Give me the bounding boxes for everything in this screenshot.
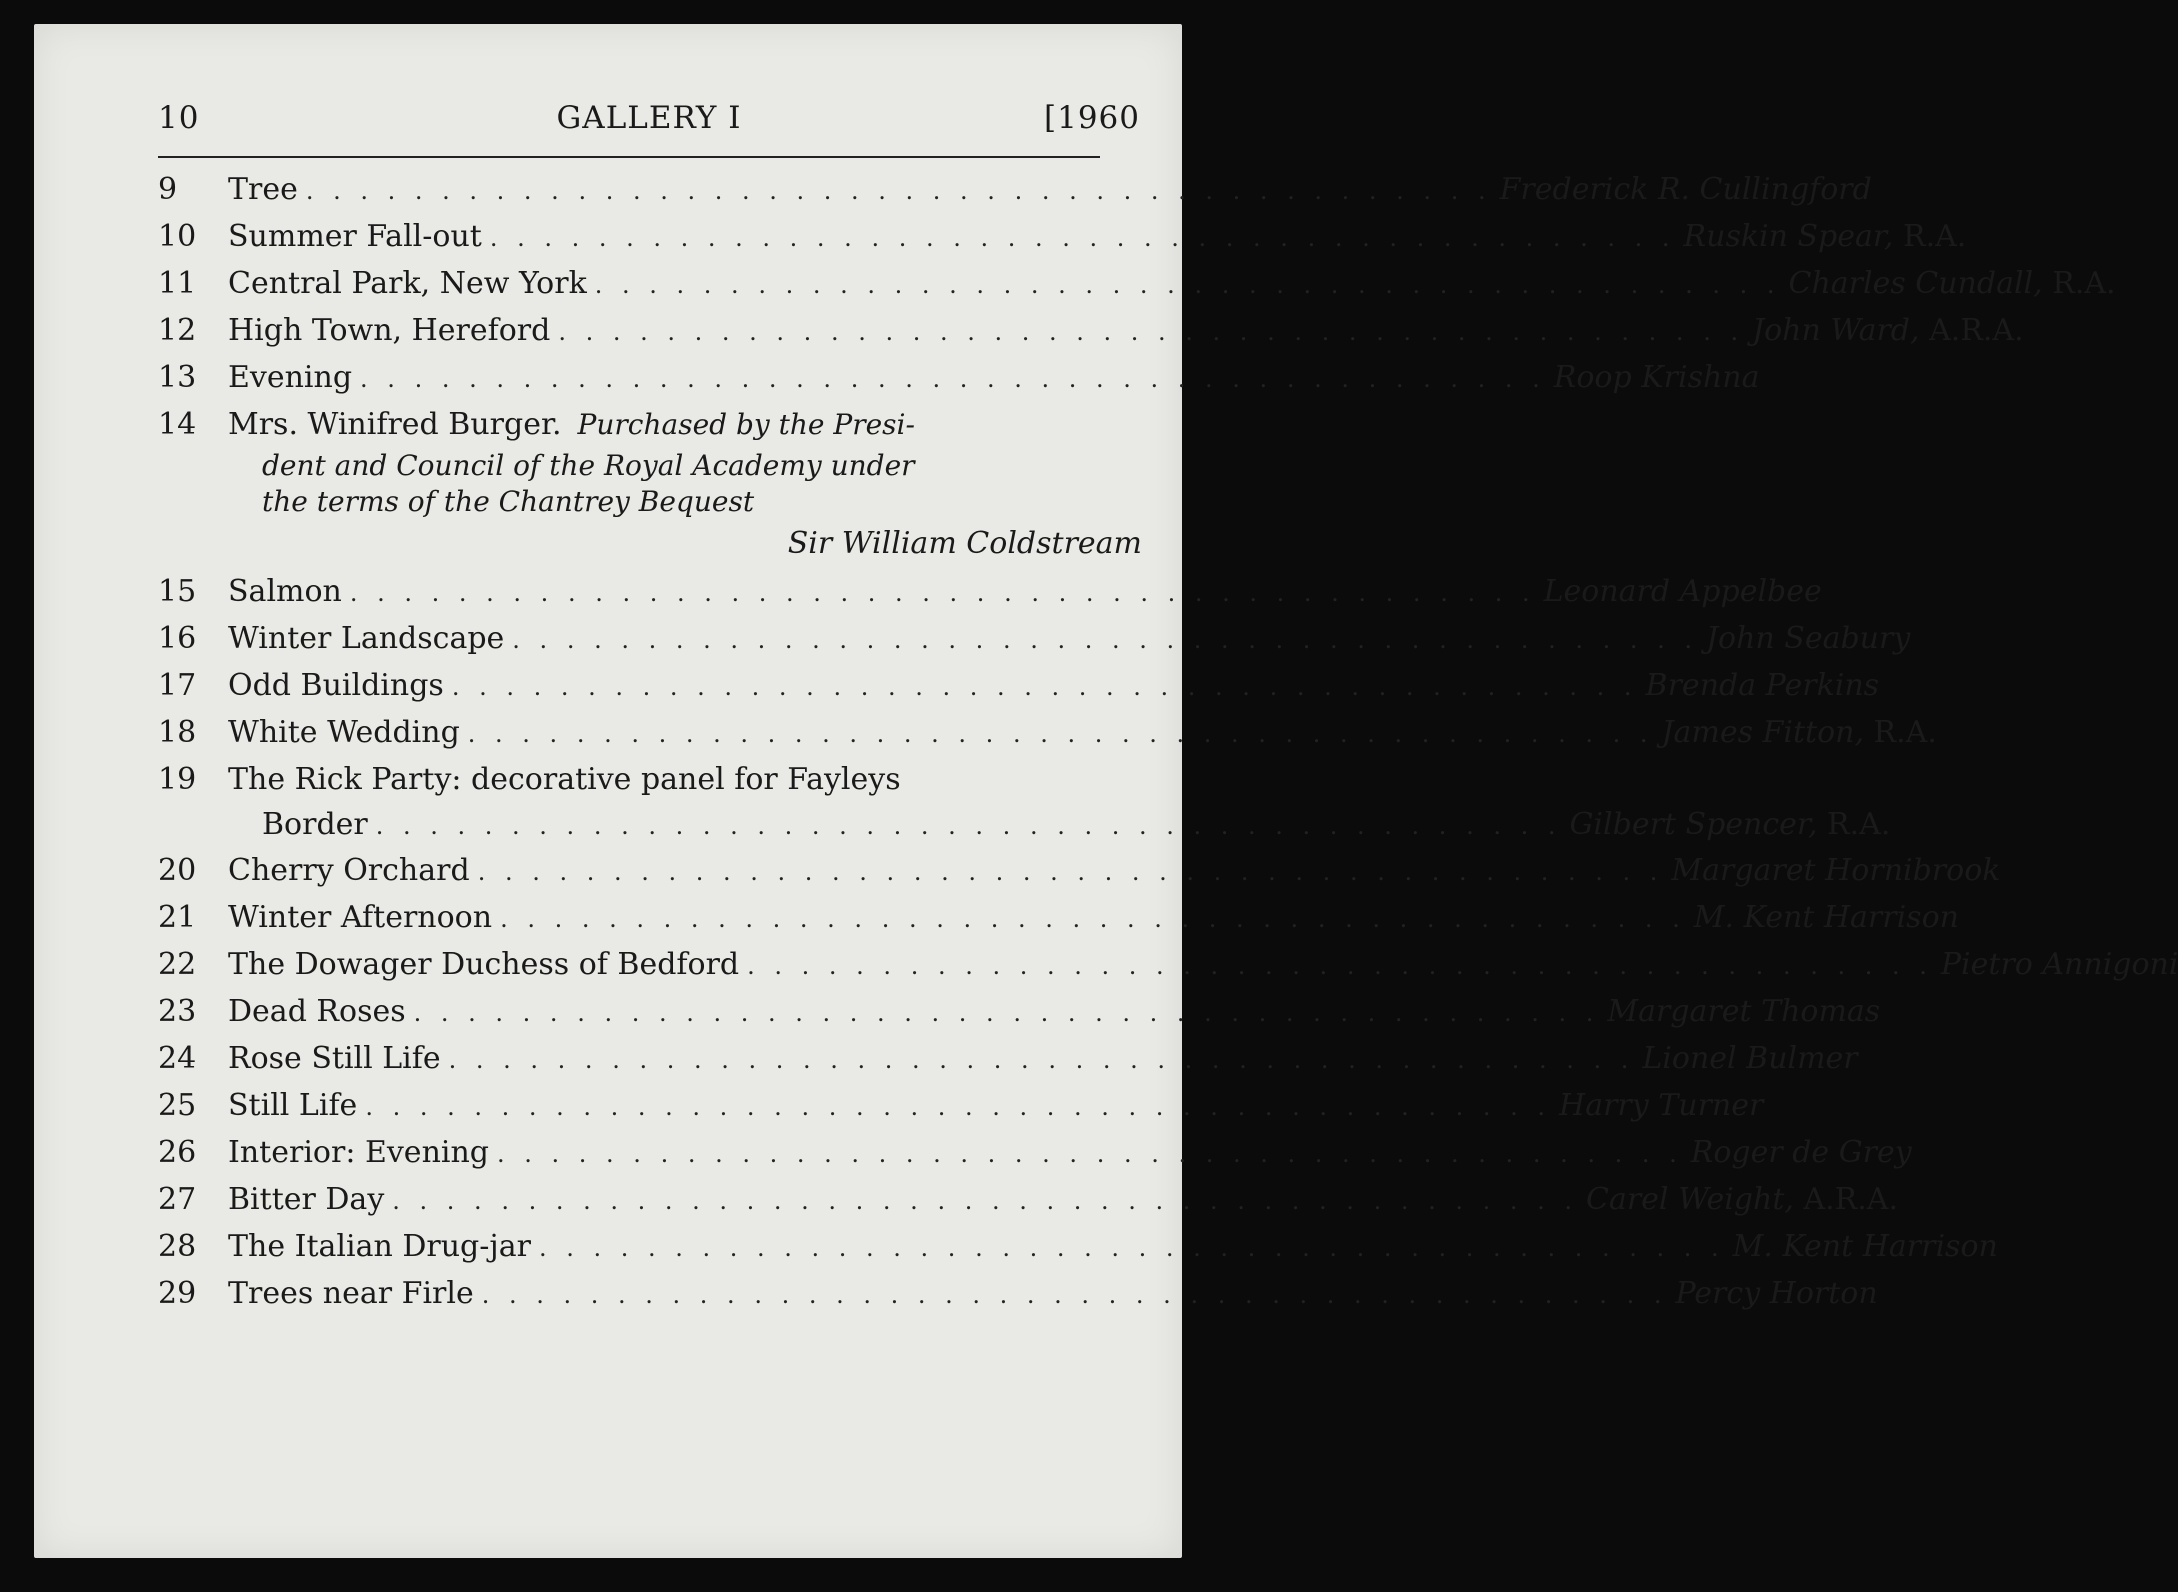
list-item <box>158 213 1967 260</box>
page-header <box>158 100 1140 152</box>
artist <box>1559 1082 1763 1129</box>
entry-line <box>158 1223 1998 1270</box>
list-item <box>158 307 2024 354</box>
artist <box>1607 988 1880 1035</box>
list-item <box>158 401 1142 568</box>
artwork-title: Salmon <box>228 574 342 609</box>
artist-name: Frederick R. Cullingford <box>1499 172 1872 207</box>
artist-name: Carel Weight, <box>1586 1182 1794 1217</box>
artist-name: Margaret Hornibrook <box>1671 853 2001 888</box>
artist-qualification: R.A. <box>1873 715 1937 750</box>
catalogue-number: 21 <box>158 900 197 935</box>
gallery-title: GALLERY I <box>556 100 742 136</box>
list-item <box>158 894 1959 941</box>
artwork-title: White Wedding <box>228 715 460 750</box>
artist-name: Lionel Bulmer <box>1642 1041 1858 1076</box>
leader-dots: . . . . . . . . . . . . . . . . . . . . . . . . . . . . . . . . . . . . . . . . . . . . <box>392 1187 1578 1215</box>
list-item <box>158 847 2001 894</box>
artist <box>1586 1176 1898 1223</box>
catalogue-number: 26 <box>158 1135 197 1170</box>
leader-dots: . . . . . . . . . . . . . . . . . . . . . . . . . . . . . . . . . . . . . . . . . . . . <box>451 673 1638 701</box>
artist <box>1752 307 2024 354</box>
list-item <box>158 260 2116 307</box>
catalogue-number: 22 <box>158 947 197 982</box>
leader-dots: . . . . . . . . . . . . . . . . . . . . . . . . . . . . . . . . . . . . . . . . . . . . <box>467 720 1654 748</box>
list-item <box>158 1176 1898 1223</box>
list-item <box>158 988 1881 1035</box>
entry-line <box>158 1035 1858 1082</box>
list-item <box>158 166 1872 213</box>
entry-line <box>158 307 2024 354</box>
artist <box>1733 1223 1998 1270</box>
catalogue-number: 12 <box>158 313 197 348</box>
leader-dots: . . . . . . . . . . . . . . . . . . . . . . . . . . . . . . . . . . . . . . . . . . . . <box>349 579 1536 607</box>
artist-qualification: R.A. <box>1903 219 1967 254</box>
purchase-note: the terms of the Chantrey Bequest <box>262 485 755 518</box>
artwork-title: Winter Afternoon <box>228 900 493 935</box>
leader-dots: . . . . . . . . . . . . . . . . . . . . . . . . . . . . . . . . . . . . . . . . . . . . <box>375 812 1562 840</box>
entry-line <box>158 662 1880 709</box>
catalogue-number: 13 <box>158 360 197 395</box>
leader-dots: . . . . . . . . . . . . . . . . . . . . . . . . . . . . . . . . . . . . . . . . . . . . <box>500 905 1686 933</box>
artist-qualification: A.R.A. <box>1803 1182 1898 1217</box>
leader-dots: . . . . . . . . . . . . . . . . . . . . . . . . . . . . . . . . . . . . . . . . . . . . <box>558 318 1745 346</box>
artist <box>1694 894 1959 941</box>
leader-dots: . . . . . . . . . . . . . . . . . . . . . . . . . . . . . . . . . . . . . . . . . . . . <box>360 365 1546 393</box>
artist <box>1642 1035 1857 1082</box>
list-item <box>158 1035 1858 1082</box>
entry-line <box>158 1176 1898 1223</box>
entry-line <box>158 1082 1764 1129</box>
artist-qualification: A.R.A. <box>1929 313 2024 348</box>
entry-line <box>158 756 1142 803</box>
catalogue-number: 19 <box>158 762 197 797</box>
entry-line <box>158 1129 1912 1176</box>
artist-name: Roop Krishna <box>1553 360 1760 395</box>
artist-name: Brenda Perkins <box>1645 668 1880 703</box>
list-item <box>158 941 2178 988</box>
artwork-title-continued: Border <box>262 807 368 842</box>
list-item <box>158 756 1891 847</box>
artist <box>1941 941 2178 988</box>
artist-name: Harry Turner <box>1559 1088 1764 1123</box>
header-rule <box>158 156 1100 158</box>
entry-line <box>158 615 1911 662</box>
artwork-title: The Dowager Duchess of Bedford <box>228 947 740 982</box>
catalogue-number: 29 <box>158 1276 197 1311</box>
catalogue-number: 14 <box>158 407 197 442</box>
artwork-title: Summer Fall-out <box>228 219 482 254</box>
artist <box>1554 354 1760 401</box>
leader-dots: . . . . . . . . . . . . . . . . . . . . . . . . . . . . . . . . . . . . . . . . . . . . <box>594 271 1781 299</box>
artist-name: Gilbert Spencer, <box>1569 807 1818 842</box>
leader-dots: . . . . . . . . . . . . . . . . . . . . . . . . . . . . . . . . . . . . . . . . . . . . <box>497 1140 1683 1168</box>
leader-dots: . . . . . . . . . . . . . . . . . . . . . . . . . . . . . . . . . . . . . . . . . . . . <box>365 1093 1552 1121</box>
purchase-note: Purchased by the Presi- <box>577 408 915 441</box>
artist-qualification: R.A. <box>2052 266 2116 301</box>
entry-line <box>158 941 2178 988</box>
artist <box>1684 213 1967 260</box>
artwork-title: Tree <box>228 172 298 207</box>
catalogue-number: 15 <box>158 574 197 609</box>
artist-name: John Seabury <box>1706 621 1911 656</box>
leader-dots: . . . . . . . . . . . . . . . . . . . . . . . . . . . . . . . . . . . . . . . . . . . . <box>538 1234 1725 1262</box>
artist <box>1569 803 1890 847</box>
list-item <box>158 662 1880 709</box>
artist <box>1646 662 1880 709</box>
artwork-title: Cherry Orchard <box>228 853 470 888</box>
artist <box>1500 166 1872 213</box>
catalogue-year: [1960 <box>1044 100 1140 136</box>
list-item <box>158 1129 1912 1176</box>
entry-line <box>158 1270 1878 1317</box>
leader-dots: . . . . . . . . . . . . . . . . . . . . . . . . . . . . . . . . . . . . . . . . . . . . <box>481 1281 1668 1309</box>
artist <box>1671 847 2000 894</box>
artist-name: John Ward, <box>1752 313 1920 348</box>
entry-line <box>158 260 2116 307</box>
artist <box>1691 1129 1912 1176</box>
catalogue-number: 27 <box>158 1182 197 1217</box>
artist <box>1544 568 1822 615</box>
artist-name: James Fitton, <box>1661 715 1864 750</box>
list-item <box>158 615 1911 662</box>
list-item <box>158 1082 1764 1129</box>
artist-name: Percy Horton <box>1675 1276 1878 1311</box>
artist-name: M. Kent Harrison <box>1693 900 1959 935</box>
artist-name: Charles Cundall, <box>1788 266 2043 301</box>
artwork-title: Odd Buildings <box>228 668 444 703</box>
artist-name: Leonard Appelbee <box>1543 574 1822 609</box>
artwork-title: Bitter Day <box>228 1182 385 1217</box>
entry-line <box>158 709 1937 756</box>
entry-line <box>158 401 1142 448</box>
artwork-title: Dead Roses <box>228 994 406 1029</box>
artwork-title: High Town, Hereford <box>228 313 551 348</box>
artist <box>1675 1270 1877 1317</box>
list-item <box>158 1223 1998 1270</box>
artist <box>1788 260 2115 307</box>
artwork-title: Trees near Firle <box>228 1276 474 1311</box>
catalogue-number: 17 <box>158 668 197 703</box>
artwork-title: Evening <box>228 360 353 395</box>
catalogue-number: 25 <box>158 1088 197 1123</box>
leader-dots: . . . . . . . . . . . . . . . . . . . . . . . . . . . . . . . . . . . . . . . . . . . . <box>489 224 1676 252</box>
catalogue-number: 16 <box>158 621 197 656</box>
artist-qualification: R.A. <box>1827 807 1891 842</box>
artist-name: Pietro Annigoni <box>1940 947 2178 982</box>
catalogue-number: 11 <box>158 266 197 301</box>
artist <box>1662 709 1937 756</box>
entry-line <box>158 988 1881 1035</box>
catalogue-number: 9 <box>158 172 178 207</box>
catalogue-number: 20 <box>158 853 197 888</box>
page-number: 10 <box>158 100 200 136</box>
catalogue-number: 18 <box>158 715 197 750</box>
artwork-title: Still Life <box>228 1088 358 1123</box>
leader-dots: . . . . . . . . . . . . . . . . . . . . . . . . . . . . . . . . . . . . . . . . . . . . <box>512 626 1699 654</box>
artwork-title: Winter Landscape <box>228 621 505 656</box>
leader-dots: . . . . . . . . . . . . . . . . . . . . . . . . . . . . . . . . . . . . . . . . . . . . <box>305 177 1492 205</box>
artist <box>1706 615 1910 662</box>
artist-name: M. Kent Harrison <box>1732 1229 1998 1264</box>
catalogue-number: 23 <box>158 994 197 1029</box>
entry-line <box>158 354 1760 401</box>
list-item <box>158 1270 1878 1317</box>
catalogue-number: 28 <box>158 1229 197 1264</box>
purchase-note: dent and Council of the Royal Academy under <box>262 449 915 482</box>
artist-name: Ruskin Spear, <box>1683 219 1894 254</box>
catalogue-number: 24 <box>158 1041 197 1076</box>
artwork-title: Rose Still Life <box>228 1041 441 1076</box>
artwork-title: Mrs. Winifred Burger. <box>228 407 562 442</box>
artist-name: Sir William Coldstream <box>787 526 1142 561</box>
artist-name: Margaret Thomas <box>1607 994 1881 1029</box>
artist-name: Roger de Grey <box>1690 1135 1912 1170</box>
entry-line <box>158 213 1967 260</box>
artwork-title: Interior: Evening <box>228 1135 490 1170</box>
entry-line <box>158 803 1891 847</box>
leader-dots: . . . . . . . . . . . . . . . . . . . . . . . . . . . . . . . . . . . . . . . . . . . . <box>448 1046 1635 1074</box>
list-item <box>158 568 1822 615</box>
leader-dots: . . . . . . . . . . . . . . . . . . . . . . . . . . . . . . . . . . . . . . . . . . . . <box>747 952 1933 980</box>
leader-dots: . . . . . . . . . . . . . . . . . . . . . . . . . . . . . . . . . . . . . . . . . . . . <box>413 999 1600 1027</box>
catalogue-number: 10 <box>158 219 197 254</box>
artwork-title: The Italian Drug-jar <box>228 1229 531 1264</box>
artwork-title: The Rick Party: decorative panel for Fayleys <box>228 762 901 797</box>
artwork-title: Central Park, New York <box>228 266 587 301</box>
list-item <box>158 354 1760 401</box>
list-item <box>158 709 1937 756</box>
entries-list <box>158 166 2178 1317</box>
entry-line <box>158 847 2001 894</box>
entry-line <box>158 894 1959 941</box>
entry-line <box>158 166 1872 213</box>
leader-dots: . . . . . . . . . . . . . . . . . . . . . . . . . . . . . . . . . . . . . . . . . . . . <box>477 858 1664 886</box>
entry-line <box>158 568 1822 615</box>
